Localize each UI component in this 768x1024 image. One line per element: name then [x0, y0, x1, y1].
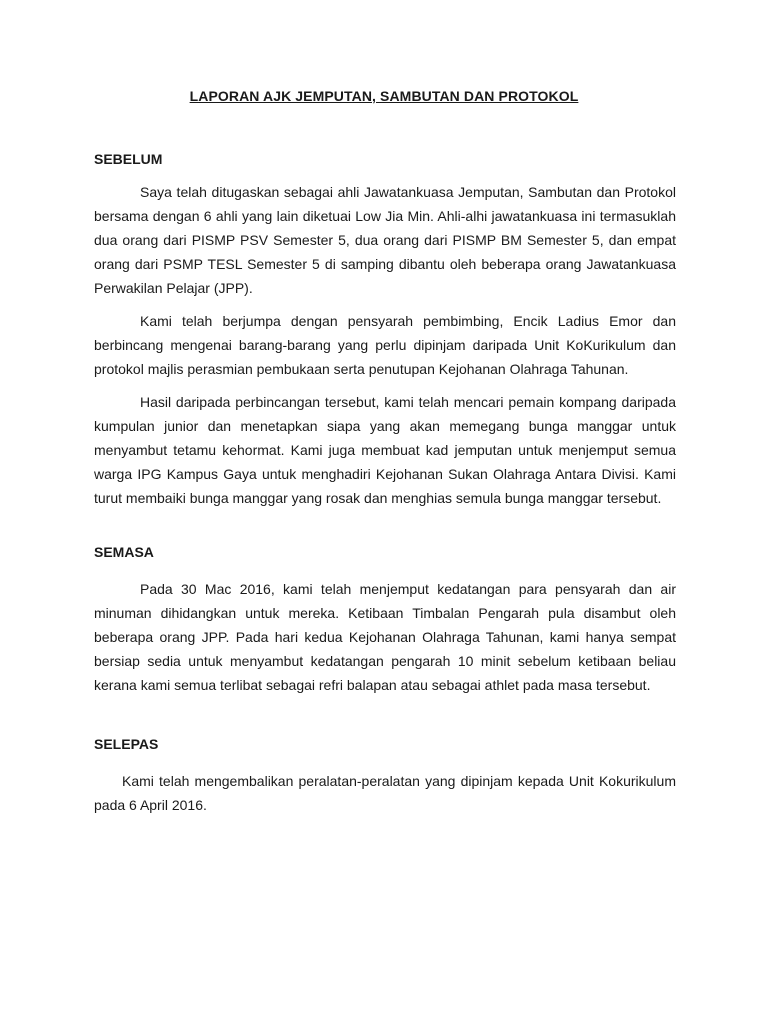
- paragraph: Kami telah mengembalikan peralatan-peralatan yang dipinjam kepada Unit Kokurikulum pada 6 April 2016.: [94, 773, 676, 813]
- section-selepas: [94, 736, 676, 817]
- paragraph: Hasil daripada perbincangan tersebut, kami telah mencari pemain kompang daripada kumpulan junior dan menetapkan siapa yang akan memegang bunga manggar untuk menyambut tetamu kehormat. Kami juga membuat kad jemputan untuk menjemput semua warga IPG Kampus Gaya untuk menghadiri Kejohanan Sukan Olahraga Antara Divisi. Kami turut membaiki bunga manggar yang rosak dan menghias semula bunga manggar tersebut.: [94, 394, 676, 506]
- section-sebelum: [94, 151, 676, 510]
- document-title: LAPORAN AJK JEMPUTAN, SAMBUTAN DAN PROTOKOL: [189, 88, 579, 104]
- section-heading: SELEPAS: [94, 736, 159, 752]
- paragraph: Saya telah ditugaskan sebagai ahli Jawatankuasa Jemputan, Sambutan dan Protokol bersama dengan 6 ahli yang lain diketuai Low Jia Min. Ahli-alhi jawatankuasa ini termasuklah dua orang dari PISMP PSV Semester 5, dua orang dari PISMP BM Semester 5, dan empat orang dari PSMP TESL Semester 5 di samping dibantu oleh beberapa orang Jawatankuasa Perwakilan Pelajar (JPP).: [94, 184, 676, 296]
- paragraph: Kami telah berjumpa dengan pensyarah pembimbing, Encik Ladius Emor dan berbincang mengenai barang-barang yang perlu dipinjam daripada Unit KoKurikulum dan protokol majlis perasmian pembukaan serta penutupan Kejohanan Olahraga Tahunan.: [94, 313, 676, 377]
- paragraph: Pada 30 Mac 2016, kami telah menjemput kedatangan para pensyarah dan air minuman dihidangkan untuk mereka. Ketibaan Timbalan Pengarah pula disambut oleh beberapa orang JPP. Pada hari kedua Kejohanan Olahraga Tahunan, kami hanya sempat bersiap sedia untuk menyambut kedatangan pengarah 10 minit sebelum ketibaan beliau kerana kami semua terlibat sebagai refri balapan atau sebagai athlet pada masa tersebut.: [94, 581, 676, 693]
- section-heading: SEMASA: [94, 544, 154, 560]
- section-semasa: [94, 544, 676, 697]
- section-heading: SEBELUM: [94, 151, 163, 167]
